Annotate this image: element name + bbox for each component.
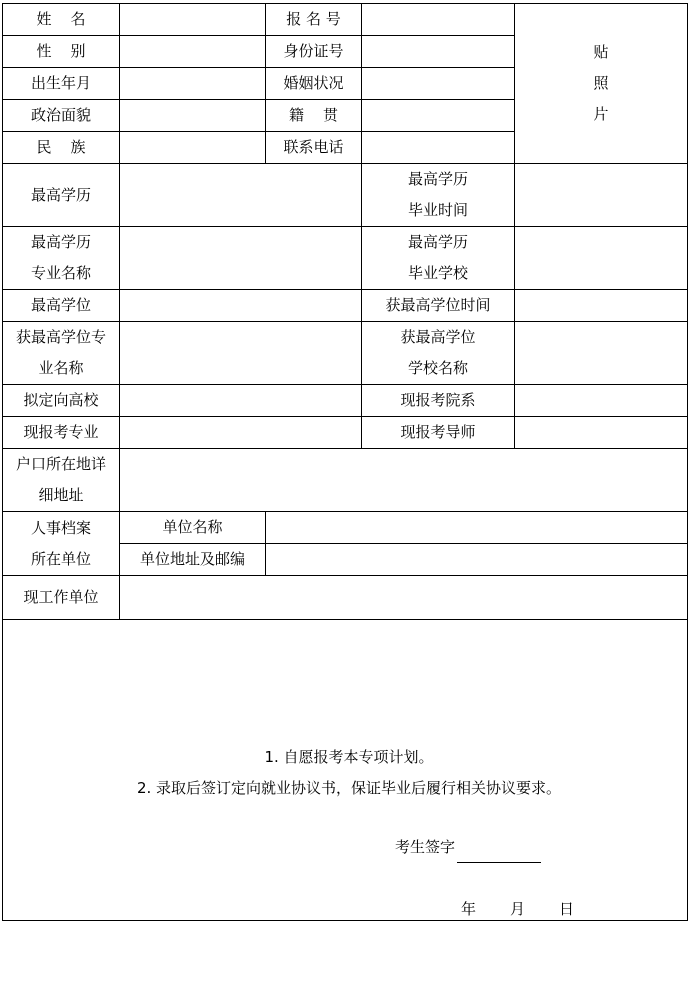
name-field[interactable] <box>120 4 266 36</box>
label-line: 户口所在地详 <box>15 455 106 473</box>
workplace-field[interactable] <box>120 576 688 620</box>
marital-label: 婚姻状况 <box>266 68 362 100</box>
degree-time-field[interactable] <box>515 290 688 322</box>
major-label: 现报考专业 <box>3 417 120 449</box>
label-line: 最高学历 <box>407 170 468 188</box>
ethnic-field[interactable] <box>120 132 266 164</box>
hukou-field[interactable] <box>120 449 688 512</box>
archive-label <box>3 512 120 576</box>
native-label: 籍 贯 <box>266 100 362 132</box>
label-line: 最高学历 <box>30 233 91 251</box>
label-line: 业名称 <box>38 359 84 377</box>
highest-edu-grad-time-field[interactable] <box>515 164 688 227</box>
photo-char-1: 贴 <box>593 43 609 61</box>
degree-school-label <box>362 322 515 385</box>
label-line: 细地址 <box>38 486 84 504</box>
highest-edu-school-field[interactable] <box>515 227 688 290</box>
photo-box[interactable] <box>515 4 688 164</box>
target-univ-label: 拟定向高校 <box>3 385 120 417</box>
ethnic-label: 民 族 <box>3 132 120 164</box>
reg-no-label: 报 名 号 <box>266 4 362 36</box>
degree-school-field[interactable] <box>515 322 688 385</box>
highest-edu-school-label <box>362 227 515 290</box>
label-line: 所在单位 <box>30 549 91 568</box>
signature-row <box>395 832 541 863</box>
unit-addr-label: 单位地址及邮编 <box>120 544 266 576</box>
label-line: 获最高学位专 <box>15 328 106 346</box>
signature-label: 考生签字 <box>395 838 456 856</box>
gender-label: 性 别 <box>3 36 120 68</box>
label-line: 毕业学校 <box>407 264 468 282</box>
target-univ-field[interactable] <box>120 385 362 417</box>
dept-label: 现报考院系 <box>362 385 515 417</box>
degree-major-field[interactable] <box>120 322 362 385</box>
reg-no-field[interactable] <box>362 4 515 36</box>
phone-label: 联系电话 <box>266 132 362 164</box>
highest-degree-field[interactable] <box>120 290 362 322</box>
dept-field[interactable] <box>515 385 688 417</box>
highest-edu-major-field[interactable] <box>120 227 362 290</box>
date-row <box>461 894 608 921</box>
signature-line[interactable] <box>457 845 541 863</box>
name-label: 姓 名 <box>3 4 120 36</box>
label-line: 获最高学位 <box>400 328 476 346</box>
id-label: 身份证号 <box>266 36 362 68</box>
native-field[interactable] <box>362 100 515 132</box>
label-line: 人事档案 <box>30 518 91 537</box>
phone-field[interactable] <box>362 132 515 164</box>
political-field[interactable] <box>120 100 266 132</box>
label-line: 最高学历 <box>407 233 468 251</box>
declaration-line-2: 2. 录取后签订定向就业协议书，保证毕业后履行相关协议要求。 <box>136 779 562 797</box>
date-year: 年 <box>461 900 477 918</box>
political-label: 政治面貌 <box>3 100 120 132</box>
highest-edu-field[interactable] <box>120 164 362 227</box>
highest-edu-major-label <box>3 227 120 290</box>
label-line: 专业名称 <box>30 264 91 282</box>
degree-major-label <box>3 322 120 385</box>
supervisor-label: 现报考导师 <box>362 417 515 449</box>
highest-degree-label: 最高学位 <box>3 290 120 322</box>
major-field[interactable] <box>120 417 362 449</box>
label-line: 学校名称 <box>407 359 468 377</box>
marital-field[interactable] <box>362 68 515 100</box>
birth-label: 出生年月 <box>3 68 120 100</box>
unit-name-field[interactable] <box>266 512 688 544</box>
unit-addr-field[interactable] <box>266 544 688 576</box>
supervisor-field[interactable] <box>515 417 688 449</box>
highest-edu-label: 最高学历 <box>3 164 120 227</box>
hukou-label <box>3 449 120 512</box>
degree-time-label: 获最高学位时间 <box>362 290 515 322</box>
date-day: 日 <box>559 900 575 918</box>
application-form-table <box>2 3 688 921</box>
declaration-box <box>3 620 688 921</box>
highest-edu-grad-time-label <box>362 164 515 227</box>
birth-field[interactable] <box>120 68 266 100</box>
date-month: 月 <box>510 900 526 918</box>
declaration-line-1: 1. 自愿报考本专项计划。 <box>264 748 434 766</box>
unit-name-label: 单位名称 <box>120 512 266 544</box>
photo-char-2: 照 <box>593 74 609 92</box>
id-field[interactable] <box>362 36 515 68</box>
workplace-label: 现工作单位 <box>3 576 120 620</box>
photo-char-3: 片 <box>593 105 609 123</box>
label-line: 毕业时间 <box>407 201 468 219</box>
gender-field[interactable] <box>120 36 266 68</box>
